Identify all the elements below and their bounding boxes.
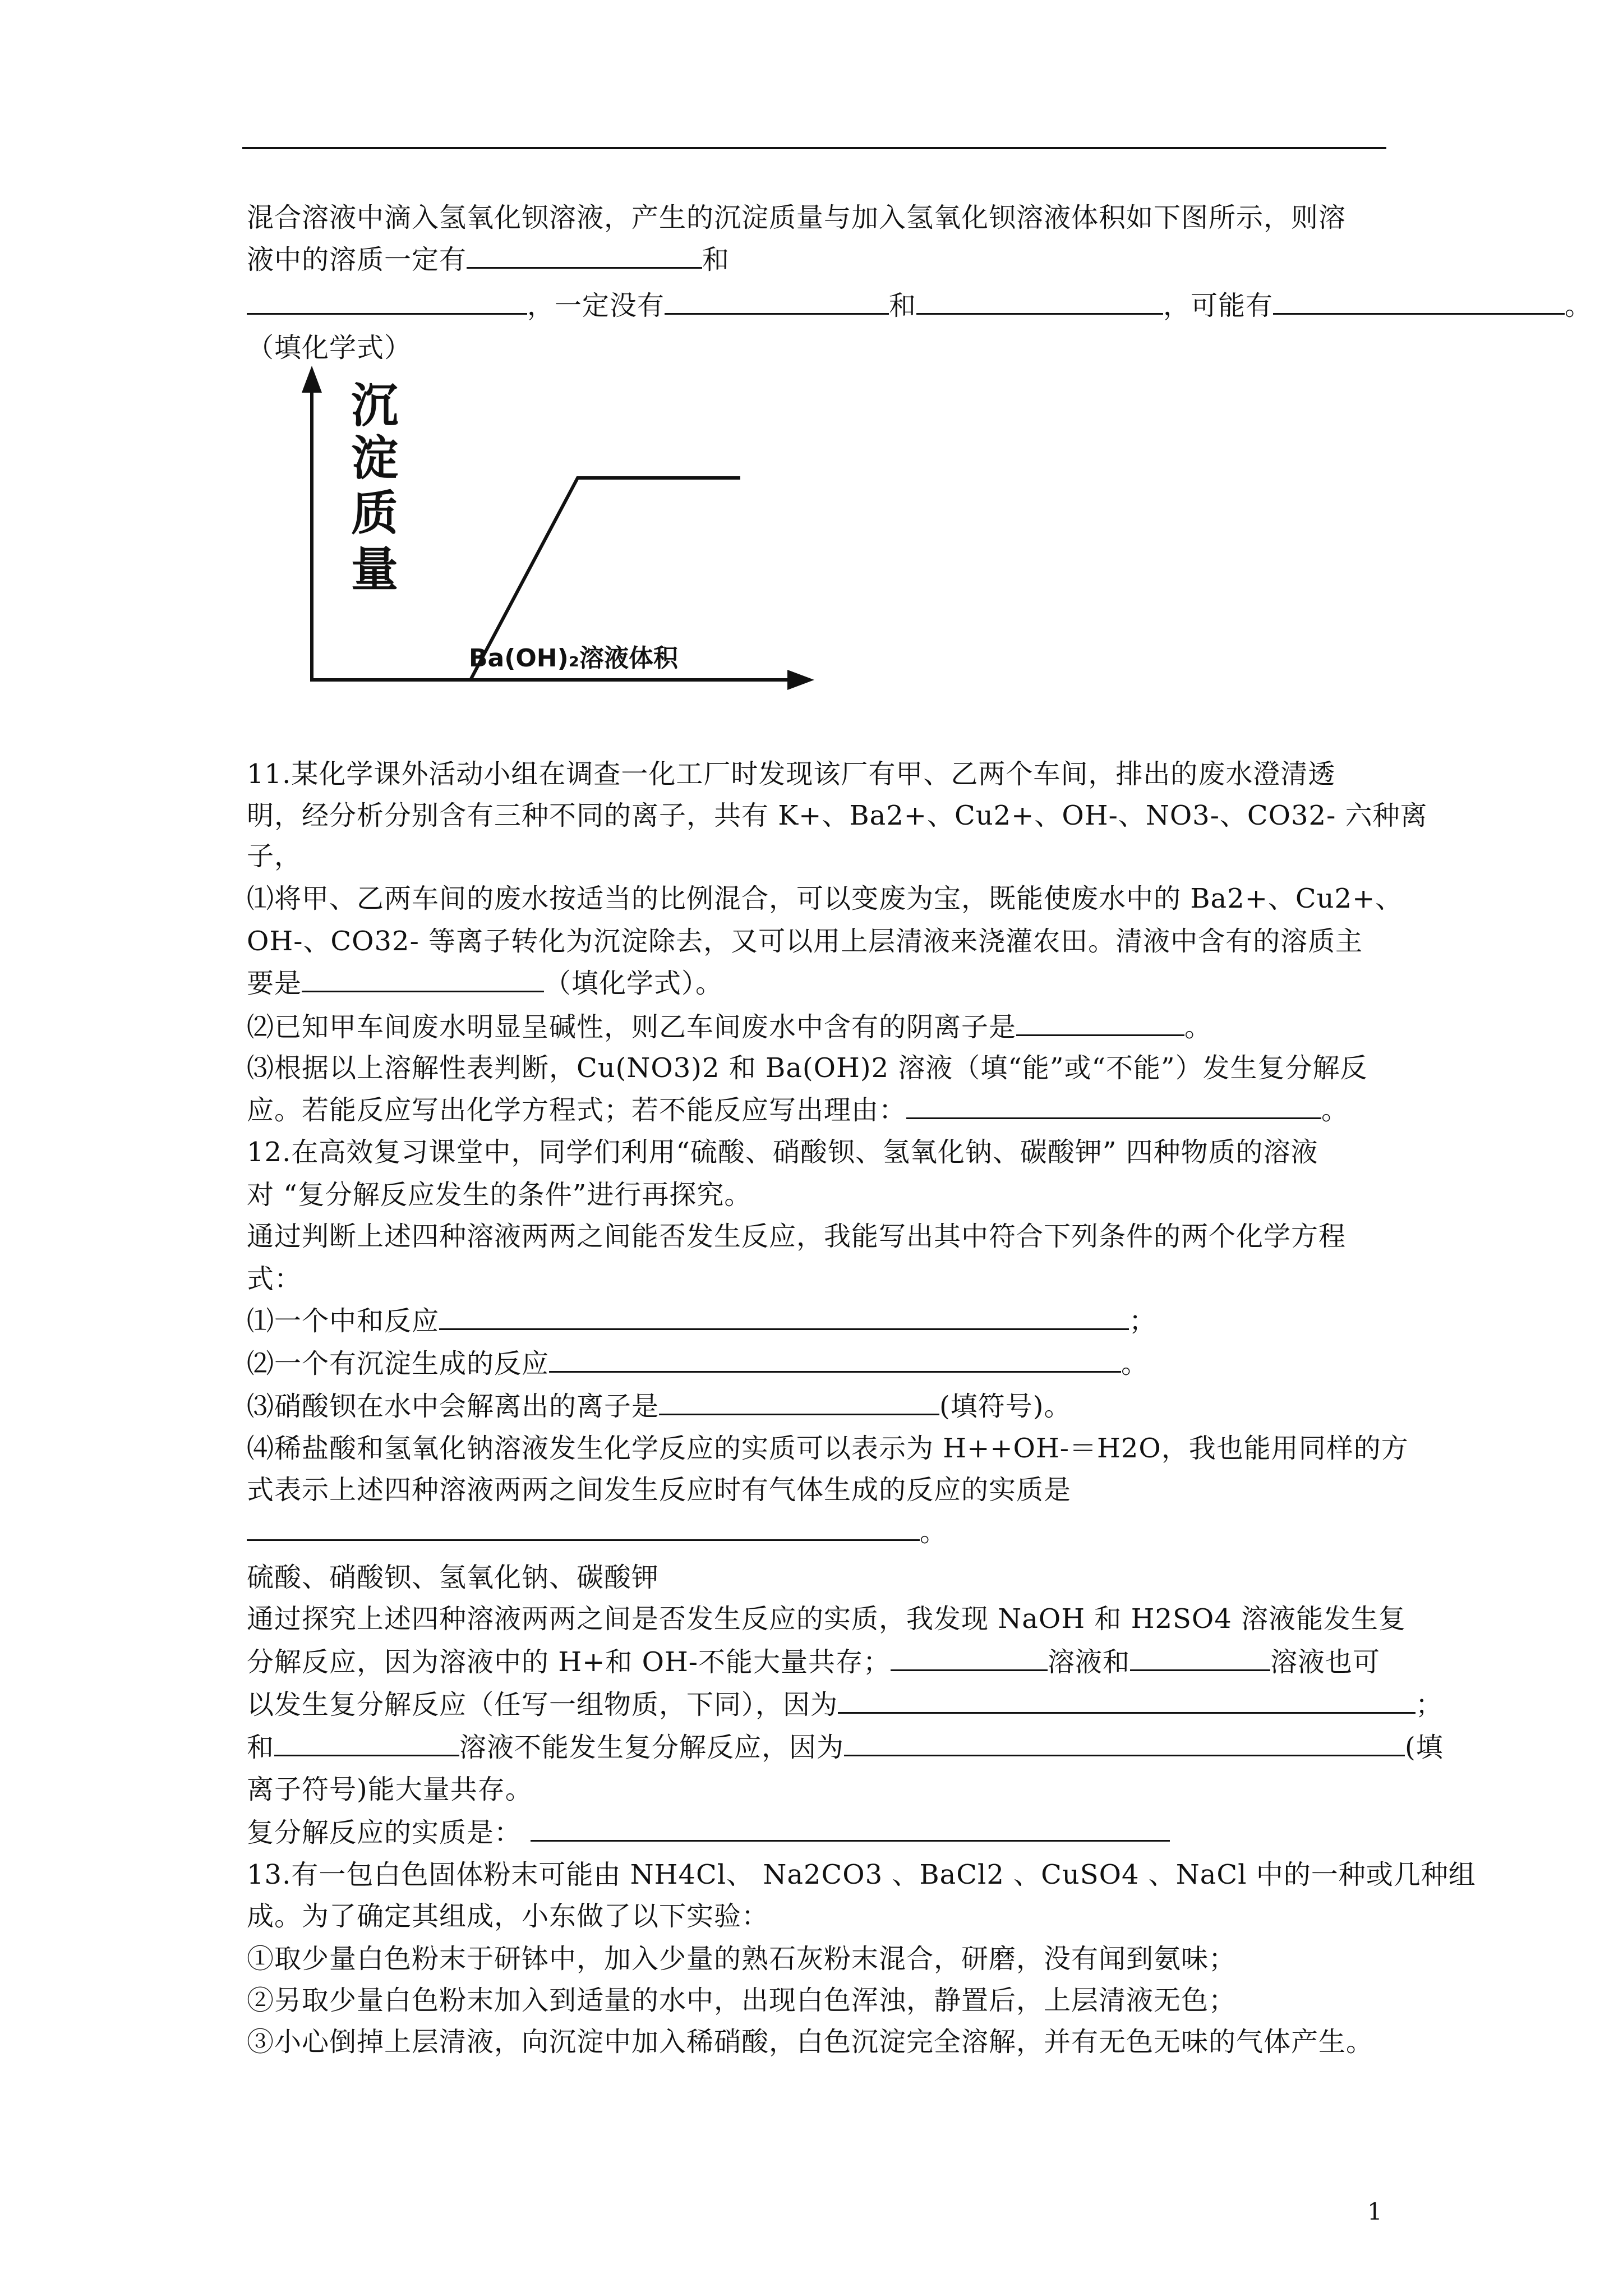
q11-line2: 明，经分析分别含有三种不同的离子，共有 K+、Ba2+、Cu2+、OH-、NO3-、CO32- 六种离 xyxy=(247,800,1428,831)
q10-line3-text-a: ，一定没有 xyxy=(527,290,665,321)
series-line xyxy=(471,478,740,679)
q10-line2-text-a: 液中的溶质一定有 xyxy=(247,244,467,275)
q12-p1 xyxy=(247,1304,1156,1337)
q12-p3-text-a: ⑶硝酸钡在水中会解离出的离子是 xyxy=(247,1391,660,1422)
q10-blank-1[interactable] xyxy=(467,242,702,269)
q12-p2-text-b: 。 xyxy=(1121,1348,1149,1379)
q11-p3-line2 xyxy=(247,1093,1349,1126)
ylabel-char-3: 质 xyxy=(351,486,399,541)
q11-blank-1[interactable] xyxy=(302,966,544,992)
q10-line3 xyxy=(247,288,1592,322)
q12-blank-2[interactable] xyxy=(549,1346,1121,1373)
q12-blank-10[interactable] xyxy=(531,1815,1170,1842)
q11-p2-text-b: 。 xyxy=(1184,1011,1212,1043)
q11-p2 xyxy=(247,1010,1212,1043)
q12-p4-end: 。 xyxy=(920,1516,948,1548)
q10-line2 xyxy=(247,242,730,276)
q10-line3-end: 。 xyxy=(1565,290,1593,321)
ylabel-char-4: 量 xyxy=(351,542,399,597)
q11-p2-text-a: ⑵已知甲车间废水明显呈碱性，则乙车间废水中含有的阴离子是 xyxy=(247,1011,1017,1043)
q12-sub4-text-b: ； xyxy=(1415,1689,1444,1720)
q12-line4: 式： xyxy=(247,1263,302,1295)
q12-blank-6[interactable] xyxy=(1130,1645,1270,1671)
q12-sub3-text-c: 溶液也可 xyxy=(1270,1646,1381,1678)
q10-blank-2[interactable] xyxy=(247,288,527,315)
q12-sub5-text-c: (填 xyxy=(1405,1732,1444,1763)
q12-p1-text-b: ； xyxy=(1129,1305,1157,1337)
q11-p3-text-a: 应。若能反应写出化学方程式；若不能反应写出理由： xyxy=(247,1094,907,1126)
q10-line4: （填化学式） xyxy=(247,332,412,364)
q11-p1-line2: OH-、CO32- 等离子转化为沉淀除去，又可以用上层清液来浇灌农田。清液中含有的溶质主 xyxy=(247,926,1363,957)
q13-line2: 成。为了确定其组成，小东做了以下实验： xyxy=(247,1901,769,1932)
page-number: 1 xyxy=(1367,2198,1382,2225)
q12-sub5-text-b: 溶液不能发生复分解反应，因为 xyxy=(459,1732,845,1763)
q12-blank-5[interactable] xyxy=(891,1645,1048,1671)
q11-p1-line3 xyxy=(247,966,723,1000)
q12-p4-line2: 式表示上述四种溶液两两之间发生反应时有气体生成的反应的实质是 xyxy=(247,1474,1072,1506)
q10-line3-text-c: ，可能有 xyxy=(1163,290,1274,321)
q12-p3 xyxy=(247,1389,1071,1423)
q12-p2-text-a: ⑵一个有沉淀生成的反应 xyxy=(247,1348,550,1379)
q13-step1: ①取少量白色粉末于研钵中，加入少量的熟石灰粉末混合，研磨，没有闻到氨味； xyxy=(247,1943,1237,1975)
q12-p2 xyxy=(247,1346,1149,1380)
q12-line2: 对 “复分解反应发生的条件”进行再探究。 xyxy=(247,1179,752,1211)
q12-blank-3[interactable] xyxy=(659,1389,939,1415)
q10-blank-5[interactable] xyxy=(1273,288,1565,315)
q13-step2: ②另取少量白色粉末加入到适量的水中，出现白色浑浊，静置后，上层清液无色； xyxy=(247,1985,1237,2016)
ylabel-char-1: 沉 xyxy=(351,378,399,433)
q11-p1-text-a: 要是 xyxy=(247,968,302,999)
q12-sub5-text-a: 和 xyxy=(247,1732,275,1763)
q11-p3-line1: ⑶根据以上溶解性表判断，Cu(NO3)2 和 Ba(OH)2 溶液（填“能”或“不能”）发生复分解反 xyxy=(247,1052,1368,1084)
q12-sub-line4 xyxy=(247,1687,1443,1721)
q12-sub3-text-a: 分解反应，因为溶液中的 H+和 OH-不能大量共存； xyxy=(247,1646,891,1678)
q10-line3-text-b: 和 xyxy=(889,290,917,321)
x-axis-arrow-icon xyxy=(787,670,814,690)
q12-sub-line5 xyxy=(247,1730,1444,1764)
q12-blank-1[interactable] xyxy=(439,1304,1129,1330)
q12-sub-line1: 硫酸、硝酸钡、氢氧化钠、碳酸钾 xyxy=(247,1562,660,1593)
y-axis-arrow-icon xyxy=(302,366,322,393)
q11-p1-line1: ⑴将甲、乙两车间的废水按适当的比例混合，可以变废为宝，既能使废水中的 Ba2+、Cu2+、 xyxy=(247,883,1403,914)
q11-blank-2[interactable] xyxy=(1016,1010,1184,1036)
q11-line3: 子， xyxy=(247,840,302,872)
q13-line1: 13.有一包白色固体粉末可能由 NH4Cl、 Na2CO3 、BaCl2 、CuSO4 、NaCl 中的一种或几种组 xyxy=(247,1859,1476,1890)
q12-sub-line6: 离子符号)能大量共存。 xyxy=(247,1774,533,1805)
q12-sub4-text-a: 以发生复分解反应（任写一组物质，下同），因为 xyxy=(247,1689,838,1720)
q11-line1: 11.某化学课外活动小组在调查一化工厂时发现该厂有甲、乙两个车间，排出的废水澄清透 xyxy=(247,758,1336,790)
q12-p4-line3 xyxy=(247,1515,947,1548)
q12-sub-line2: 通过探究上述四种溶液两两之间是否发生反应的实质，我发现 NaOH 和 H2SO4 溶液能发生复 xyxy=(247,1603,1407,1635)
q11-p1-text-b: （填化学式）。 xyxy=(544,968,723,999)
q12-blank-9[interactable] xyxy=(844,1730,1405,1756)
q12-sub7-text: 复分解反应的实质是： xyxy=(247,1817,522,1848)
q12-sub3-text-b: 溶液和 xyxy=(1048,1646,1131,1678)
q12-line1: 12.在高效复习课堂中，同学们利用“硫酸、硝酸钡、氢氧化钠、碳酸钾” 四种物质的溶液 xyxy=(247,1137,1318,1168)
q12-blank-8[interactable] xyxy=(274,1730,459,1756)
q11-p3-text-b: 。 xyxy=(1321,1094,1349,1126)
q12-sub-line3 xyxy=(247,1645,1380,1678)
q12-blank-7[interactable] xyxy=(838,1687,1415,1714)
ylabel-char-2: 淀 xyxy=(351,431,399,486)
q12-p4-line1: ⑷稀盐酸和氢氧化钠溶液发生化学反应的实质可以表示为 H++OH-＝H2O，我也能用同样的方 xyxy=(247,1433,1409,1464)
q11-blank-3[interactable] xyxy=(906,1093,1321,1119)
q10-line2-text-b: 和 xyxy=(702,244,730,275)
q13-step3: ③小心倒掉上层清液，向沉淀中加入稀硝酸，白色沉淀完全溶解，并有无色无味的气体产生。 xyxy=(247,2026,1374,2058)
q10-blank-3[interactable] xyxy=(665,288,889,315)
header-rule xyxy=(242,147,1386,149)
q12-blank-4[interactable] xyxy=(247,1515,920,1541)
q10-blank-4[interactable] xyxy=(916,288,1163,315)
q12-p3-text-b: (填符号)。 xyxy=(939,1391,1072,1422)
q12-p1-text-a: ⑴一个中和反应 xyxy=(247,1305,440,1337)
q12-line3: 通过判断上述四种溶液两两之间能否发生反应，我能写出其中符合下列条件的两个化学方程 xyxy=(247,1221,1347,1252)
q10-line1: 混合溶液中滴入氢氧化钡溶液，产生的沉淀质量与加入氢氧化钡溶液体积如下图所示，则溶 xyxy=(247,202,1347,233)
q12-sub-line7 xyxy=(247,1815,1170,1849)
x-axis-label: Ba(OH)₂溶液体积 xyxy=(469,644,678,673)
